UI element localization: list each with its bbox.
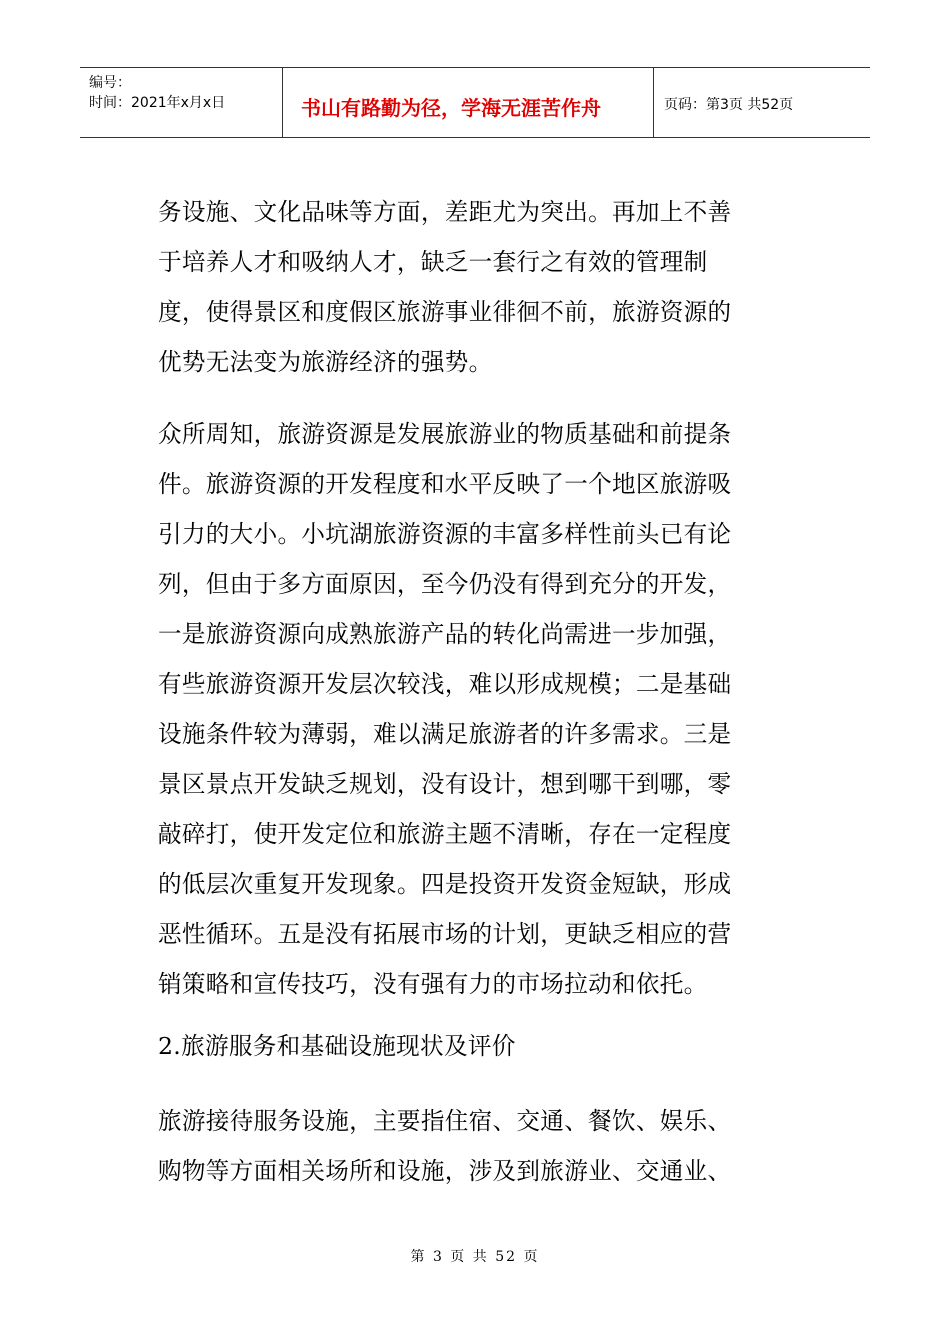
header-motto-cell	[283, 68, 654, 137]
text-line: 恶性循环。五是没有拓展市场的计划，更缺乏相应的营	[158, 920, 732, 948]
text-line: 优势无法变为旅游经济的强势。	[158, 348, 493, 376]
page-header	[80, 67, 870, 138]
paragraph-1	[158, 187, 778, 387]
header-meta-cell	[80, 68, 283, 137]
text-line: 景区景点开发缺乏规划，没有设计，想到哪干到哪，零	[158, 770, 732, 798]
text-line: 务设施、文化品味等方面，差距尤为突出。再加上不善	[158, 198, 732, 226]
text-line: 销策略和宣传技巧，没有强有力的市场拉动和依托。	[158, 970, 708, 998]
text-line: 敲碎打，使开发定位和旅游主题不清晰，存在一定程度	[158, 820, 732, 848]
text-line: 购物等方面相关场所和设施，涉及到旅游业、交通业、	[158, 1157, 732, 1185]
text-line: 有些旅游资源开发层次较浅，难以形成规模；二是基础	[158, 670, 732, 698]
paragraph-2	[158, 409, 778, 1009]
paragraph-4	[158, 1096, 778, 1196]
header-motto: 书山有路勤为径，学海无涯苦作舟	[301, 96, 601, 120]
document-number-label: 编号：	[89, 75, 131, 91]
text-line: 的低层次重复开发现象。四是投资开发资金短缺，形成	[158, 870, 732, 898]
text-line: 件。旅游资源的开发程度和水平反映了一个地区旅游吸	[158, 470, 732, 498]
header-page-info: 页码：第3页 共52页	[664, 97, 794, 113]
text-line: 度，使得景区和度假区旅游事业徘徊不前，旅游资源的	[158, 298, 732, 326]
text-line: 旅游接待服务设施，主要指住宿、交通、餐饮、娱乐、	[158, 1107, 732, 1135]
section-heading-text: 2.旅游服务和基础设施现状及评价	[158, 1032, 516, 1060]
text-line: 列，但由于多方面原因，至今仍没有得到充分的开发，	[158, 570, 732, 598]
section-heading	[158, 1021, 778, 1071]
text-line: 于培养人才和吸纳人才，缺乏一套行之有效的管理制	[158, 248, 708, 276]
header-page-cell	[654, 68, 870, 137]
text-line: 设施条件较为薄弱，难以满足旅游者的许多需求。三是	[158, 720, 732, 748]
text-line: 引力的大小。小坑湖旅游资源的丰富多样性前头已有论	[158, 520, 732, 548]
text-line: 众所周知，旅游资源是发展旅游业的物质基础和前提条	[158, 420, 732, 448]
page-footer: 第 3 页 共 52 页	[410, 1249, 540, 1265]
text-line: 一是旅游资源向成熟旅游产品的转化尚需进一步加强，	[158, 620, 732, 648]
document-time-label: 时间：2021年x月x日	[89, 95, 226, 111]
